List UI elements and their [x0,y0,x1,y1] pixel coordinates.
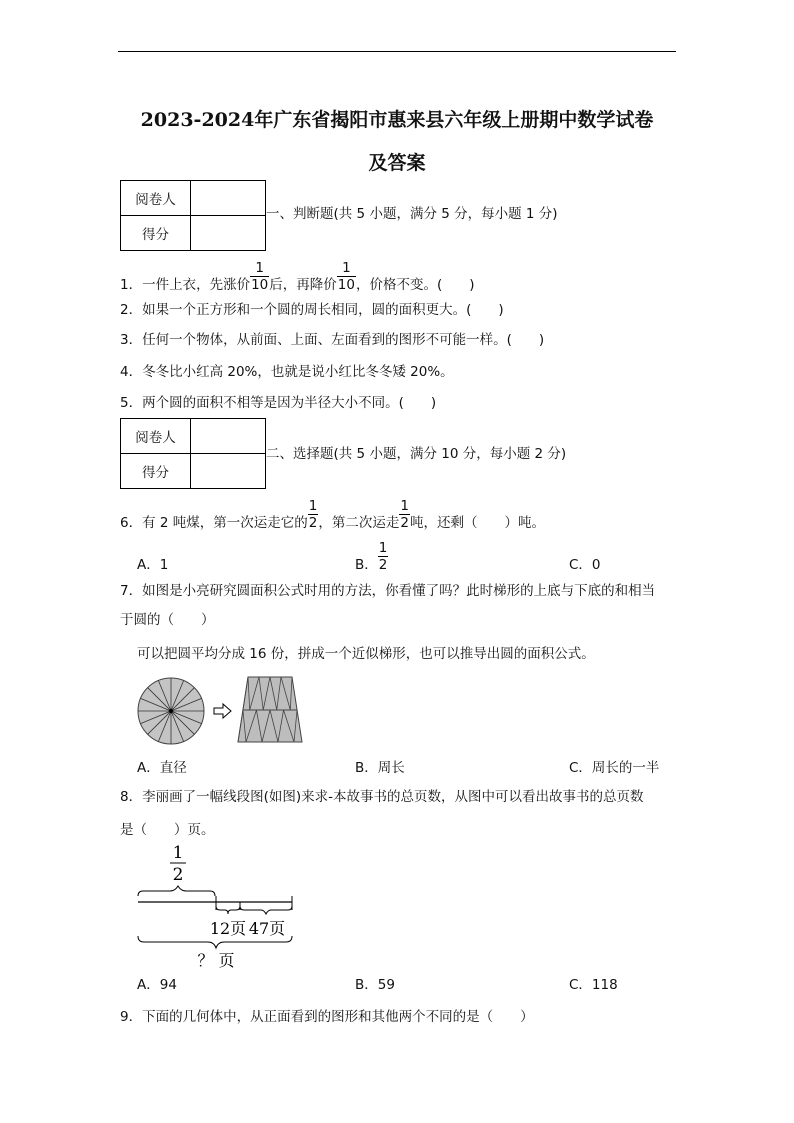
page-title: 2023-2024年广东省揭阳市惠来县六年级上册期中数学试卷 [140,109,654,131]
score-table-1 [120,180,266,251]
brace-12 [216,906,240,914]
score-cell[interactable] [191,454,266,489]
reviewer-label: 阅卷人 [121,181,191,216]
page-title-line2: 及答案 [368,152,426,174]
fraction-denominator: 2 [172,865,184,885]
fraction: $\frac{1}{2}$ [378,540,388,573]
score-label: 得分 [121,454,191,489]
reviewer-cell[interactable] [191,181,266,216]
q8-option-a[interactable]: A．94 [137,977,177,993]
line-segment-diagram [130,840,310,975]
label-total-pages: ？ 页 [197,951,235,970]
reviewer-cell[interactable] [191,419,266,454]
label-47-pages: 47页 [248,919,286,938]
reviewer-label: 阅卷人 [121,419,191,454]
score-cell[interactable] [191,216,266,251]
question-8: 8．李丽画了一幅线段图(如图)来求-本故事书的总页数，从图中可以看出故事书的总页数 [120,789,644,805]
question-7-line2: 于圆的（ ） [120,612,215,628]
question-9: 9．下面的几何体中，从正面看到的图形和其他两个不同的是（ ） [120,1009,534,1025]
question-6 [120,498,545,532]
circle-to-trapezoid-figure [130,670,310,750]
question-8-line2: 是（ ）页。 [120,822,215,838]
fraction: $\frac{1}{10}$ [251,260,269,293]
q7-option-a[interactable]: A．直径 [137,760,187,776]
question-7: 7．如图是小亮研究圆面积公式时用的方法，你看懂了吗？此时梯形的上底与下底的和相当 [120,583,656,599]
question-4: 4．冬冬比小红高 20%，也就是说小红比冬冬矮 20%。 [120,364,454,380]
score-label: 得分 [121,216,191,251]
q7-option-b[interactable]: B．周长 [355,760,405,776]
fraction: $\frac{1}{2}$ [308,498,318,531]
question-1 [120,260,475,294]
top-brace [138,886,215,896]
question-3: 3．任何一个物体，从前面、上面、左面看到的图形不可能一样。( ) [120,332,545,348]
question-2: 2．如果一个正方形和一个圆的周长相同，圆的面积更大。( ) [120,302,504,318]
question-5: 5．两个圆的面积不相等是因为半径大小不同。( ) [120,395,437,411]
fraction: $\frac{1}{2}$ [400,498,409,531]
q6-text: 6．有 2 吨煤，第一次运走它的 [120,515,308,531]
section-2-header: 二、选择题(共 5 小题，满分 10 分，每小题 2 分) [266,446,567,462]
section-1-header: 一、判断题(共 5 小题，满分 5 分，每小题 1 分) [266,206,558,222]
q8-option-b[interactable]: B．59 [355,977,395,993]
label-12-pages: 12页 [209,919,247,938]
q6-option-a[interactable]: A．1 [137,557,169,573]
header-rule [118,51,676,52]
q1-text: 1．一件上衣，先涨价 [120,277,251,293]
brace-47 [240,906,292,914]
q7-option-c[interactable]: C．周长的一半 [569,760,660,776]
fraction-numerator: 1 [172,843,184,863]
q8-option-c[interactable]: C．118 [569,977,618,993]
q6-text: ，第二次运走 [318,515,400,531]
arrow-right-icon [214,704,231,718]
q6-option-c[interactable]: C．0 [569,557,601,573]
q6-option-b[interactable]: B． $\frac{1}{2}$ [355,540,388,573]
q6-text: 吨，还剩（ ）吨。 [409,515,545,531]
q1-text: ，价格不变。( ) [355,277,475,293]
fraction: $\frac{1}{10}$ [337,260,355,293]
divided-circle [138,678,204,744]
score-table-2 [120,418,266,489]
trapezoid [238,677,302,742]
q1-text: 后，再降价 [269,277,337,293]
question-7-note: 可以把圆平均分成 16 份，拼成一个近似梯形，也可以推导出圆的面积公式。 [137,646,595,662]
